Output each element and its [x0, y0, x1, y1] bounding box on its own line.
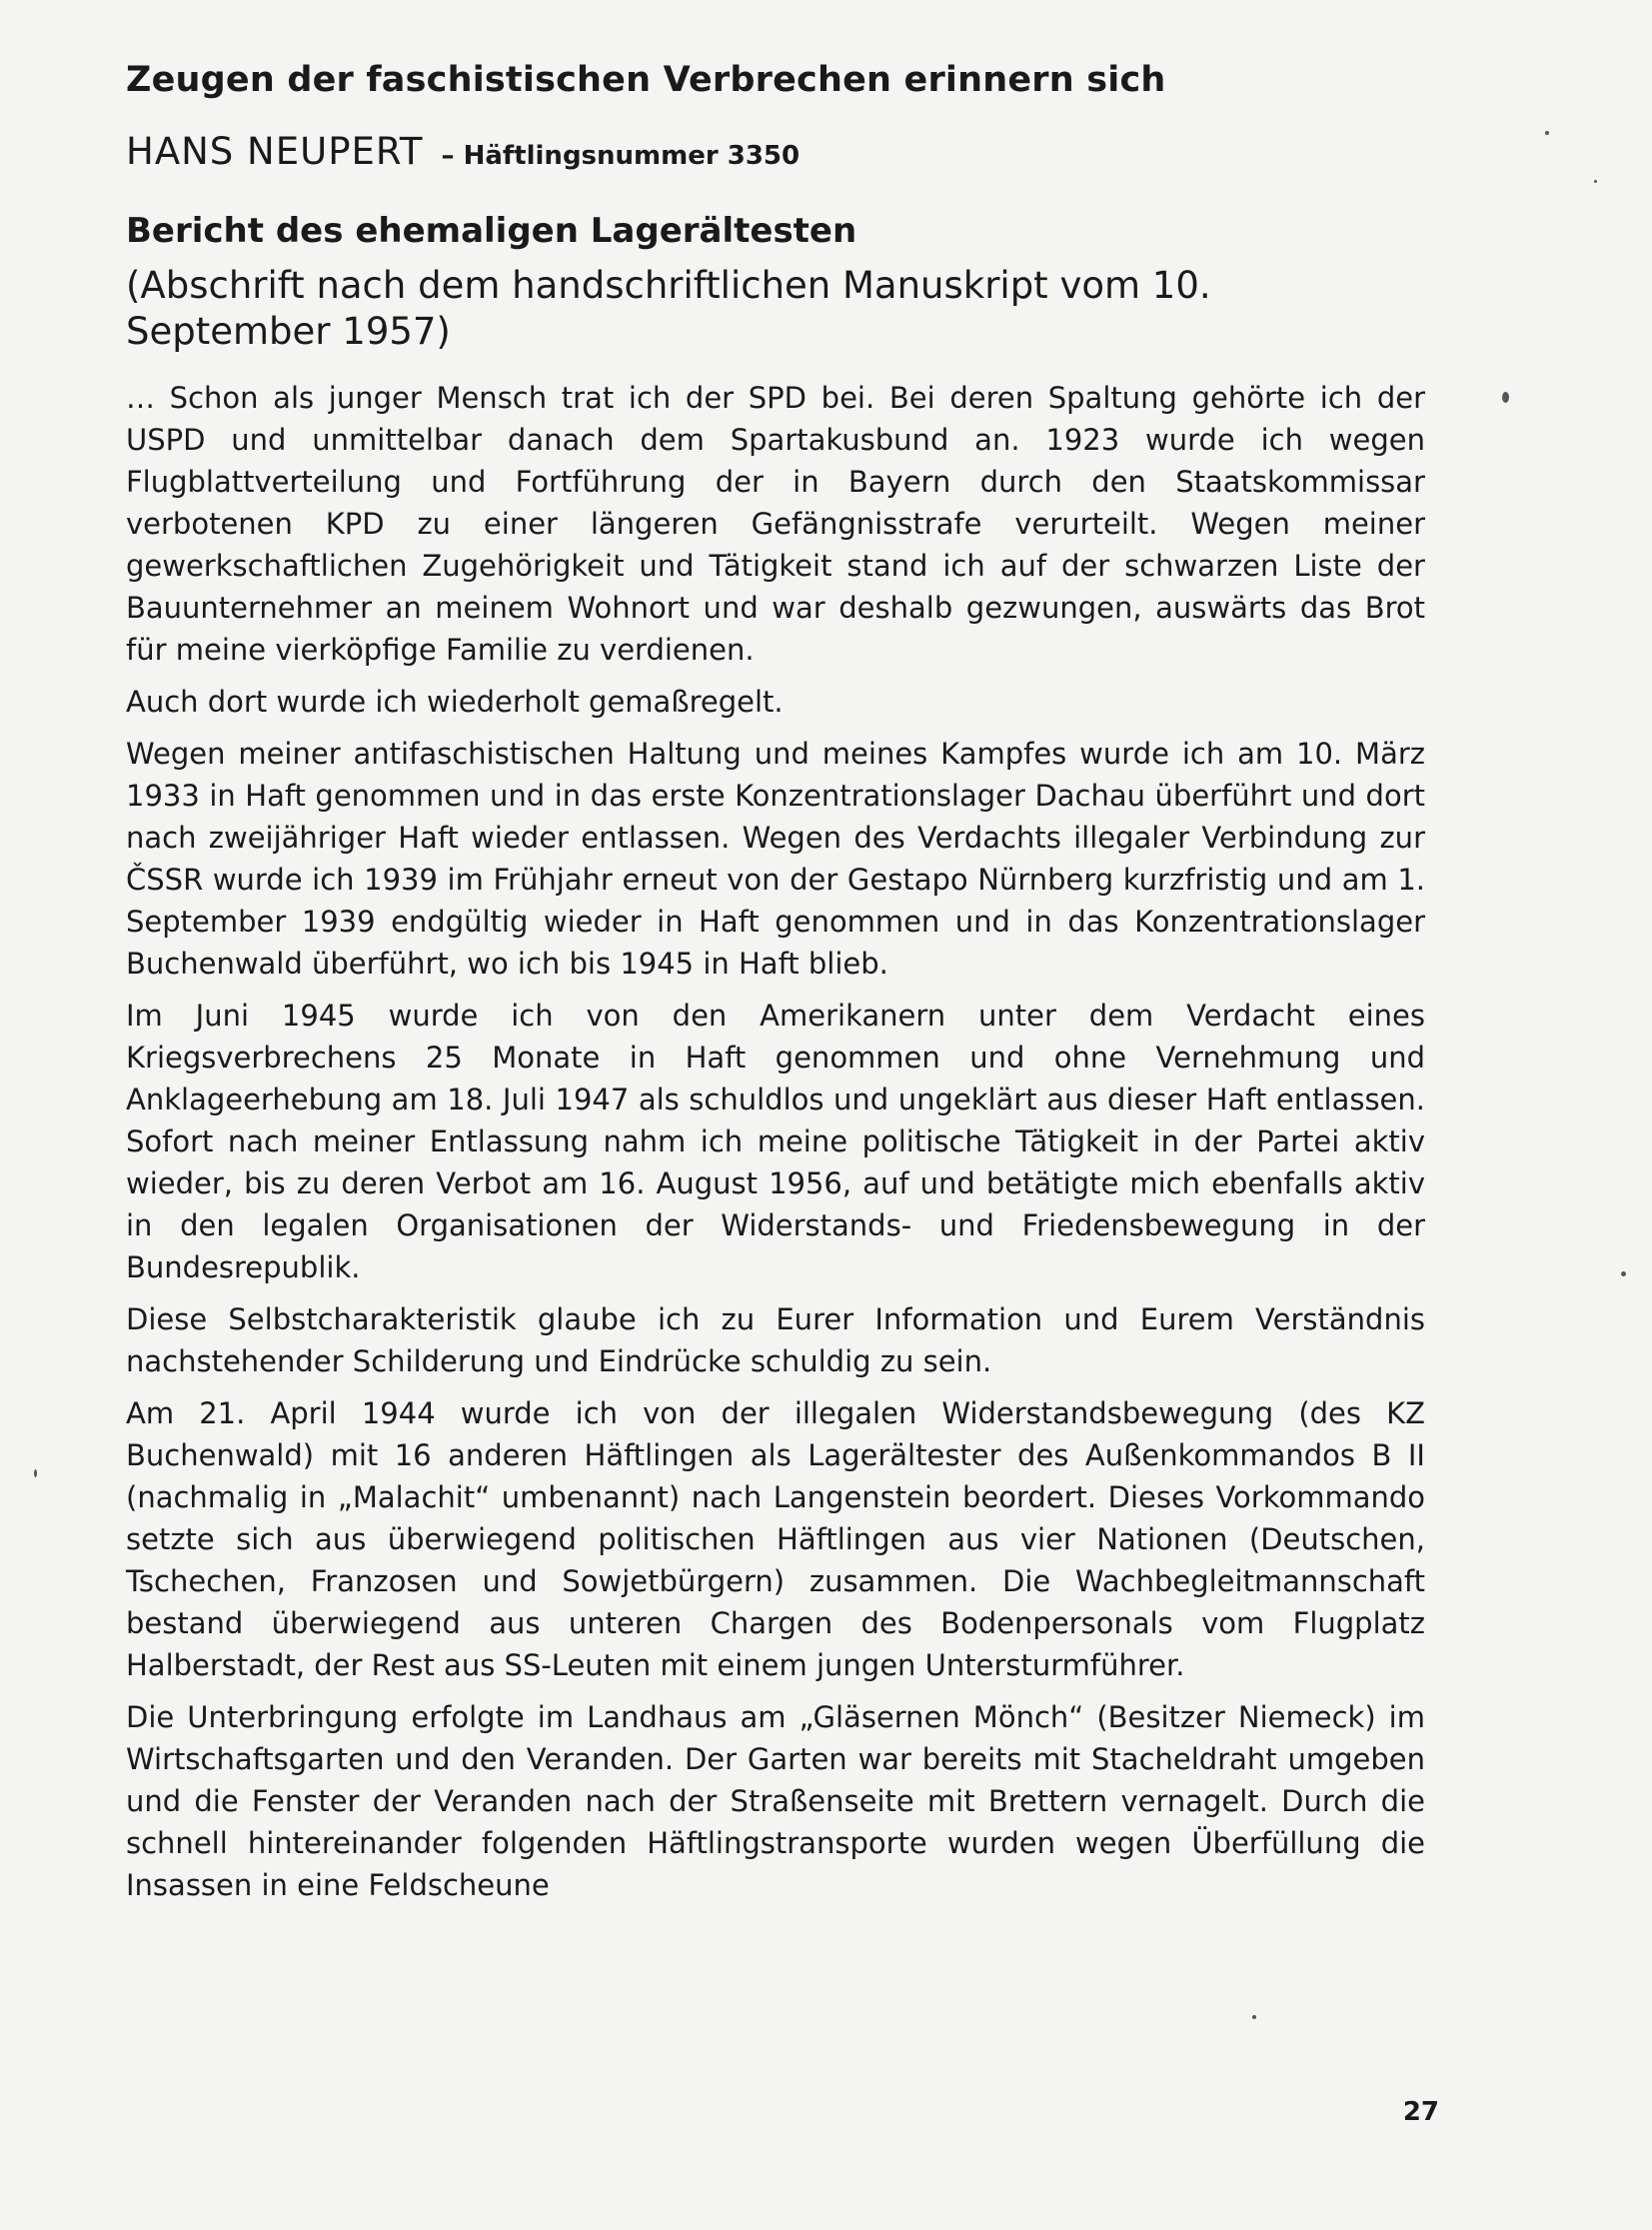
series-title: Zeugen der faschistischen Verbrechen erinnern sich [126, 60, 1166, 100]
prisoner-number: – Häftlingsnummer 3350 [441, 141, 801, 171]
paragraph: Am 21. April 1944 wurde ich von der illegalen Widerstandsbewegung (des KZ Buchenwald) mit 16 anderen Häftlingen als Lagerältester des Außenkommandos B II (nachmalig in „Malachit“ umbenannt) nach Langenstein beordert. Dieses Vorkommando setzte sich aus überwiegend politischen Häftlingen aus vier Nationen (Deutschen, Tschechen, Franzosen und Sowjetbürgern) zusammen. Die Wachbegleitmannschaft bestand überwiegend aus unteren Chargen des Bodenpersonals vom Flugplatz Halberstadt, der Rest aus SS-Leuten mit einem jungen Untersturmführer. [126, 1396, 1425, 1682]
witness-header [126, 122, 1425, 189]
scan-speck [1621, 1271, 1626, 1276]
scan-speck [1594, 180, 1597, 183]
report-title: Bericht des ehemaligen Lagerältesten [126, 211, 857, 251]
transcript-note: (Abschrift nach dem handschriftlichen Manuskript vom 10. September 1957) [126, 264, 1211, 353]
paragraph: … Schon als junger Mensch trat ich der SPD bei. Bei deren Spaltung gehörte ich der USPD und unmittelbar danach dem Spartakusbund an. 1923 wurde ich wegen Flugblattverteilung und Fortführung der in Bayern durch den Staatskommissar verbotenen KPD zu einer längeren Gefängnisstrafe verurteilt. Wegen meiner gewerkschaftlichen Zugehörigkeit und Tätigkeit stand ich auf der schwarzen Liste der Bauunternehmer an meinem Wohnort und war deshalb gezwungen, auswärts das Brot für meine vierköpfige Familie zu verdienen. [126, 381, 1425, 667]
paragraph: Im Juni 1945 wurde ich von den Amerikanern unter dem Verdacht eines Kriegsverbrechens 25 Monate in Haft genommen und ohne Vernehmung und Anklageerhebung am 18. Juli 1947 als schuldlos und ungeklärt aus dieser Haft entlassen. Sofort nach meiner Entlassung nahm ich meine politische Tätigkeit in der Partei aktiv wieder, bis zu deren Verbot am 16. August 1956, auf und betätigte mich ebenfalls aktiv in den legalen Organisationen der Widerstands- und Friedensbewegung in der Bundesrepublik. [126, 999, 1425, 1284]
paragraph: Die Unterbringung erfolgte im Landhaus am „Gläsernen Mönch“ (Besitzer Niemeck) im Wirtschaftsgarten und den Veranden. Der Garten war bereits mit Stacheldraht umgeben und die Fenster der Veranden nach der Straßenseite mit Brettern vernagelt. Durch die schnell hintereinander folgenden Häftlingstransporte wurden wegen Überfüllung die Insassen in eine Feldscheune [126, 1700, 1425, 1902]
document-content [126, 50, 1425, 1916]
scan-speck [1502, 392, 1509, 403]
witness-name: HANS NEUPERT [126, 130, 424, 173]
paragraph: Wegen meiner antifaschistischen Haltung und meines Kampfes wurde ich am 10. März 1933 in Haft genommen und in das erste Konzentrationslager Dachau überführt und dort nach zweijähriger Haft wieder entlassen. Wegen des Verdachts illegaler Verbindung zur ČSSR wurde ich 1939 im Frühjahr erneut von der Gestapo Nürnberg kurzfristig und am 1. September 1939 endgültig wieder in Haft genommen und in das Konzentrationslager Buchenwald überführt, wo ich bis 1945 in Haft blieb. [126, 737, 1425, 981]
scan-speck [1545, 131, 1549, 135]
paragraph: Diese Selbstcharakteristik glaube ich zu Eurer Information und Eurem Verständnis nachstehender Schilderung und Eindrücke schuldig zu sein. [126, 1302, 1425, 1378]
paragraph: Auch dort wurde ich wiederholt gemaßregelt. [126, 685, 784, 719]
scan-speck [34, 1469, 37, 1477]
report-body [126, 377, 1425, 1906]
scan-speck [1252, 2015, 1256, 2019]
page-number: 27 [1402, 2097, 1439, 2127]
